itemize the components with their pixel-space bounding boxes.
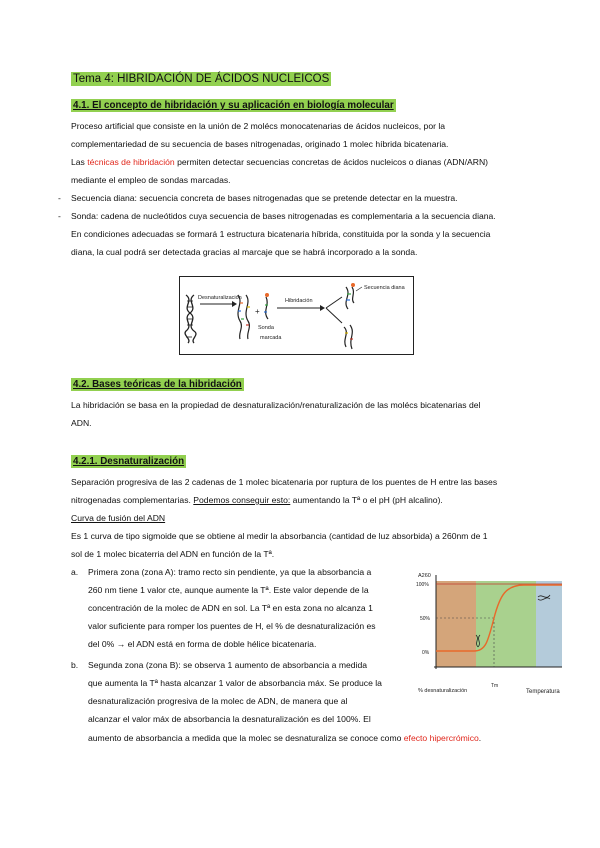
list-item-line: 260 nm tiene 1 valor cte, aunque aumente la Tª. Este valor depende de la	[88, 585, 369, 595]
arrow-icon	[326, 308, 342, 323]
heading-number: 4.2.1.	[73, 456, 101, 467]
double-helix-icon	[185, 295, 196, 343]
x-axis-label-temperature: Temperatura	[526, 689, 560, 695]
tick-label-0: 0%	[422, 650, 430, 656]
single-strand-icon	[350, 325, 352, 349]
page-title: Tema 4: HIBRIDACIÓN DE ÁCIDOS NUCLEICOS	[73, 73, 330, 85]
paragraph-line: Separación progresiva de las 2 cadenas de 1 molec bicatenaria por ruptura de los puentes de H entre las bases	[71, 477, 498, 487]
subheading-curva-fusion: Curva de fusión del ADN	[71, 513, 166, 523]
label-desnaturalizacion: Desnaturalización	[198, 295, 242, 301]
text-run: Las	[71, 157, 88, 167]
text-run: permiten detectar secuencias concretas de ácidos nucleicos o dianas (ADN/ARN)	[174, 157, 489, 167]
arrow-icon	[326, 297, 342, 308]
list-item-line: del 0% → el ADN está en forma de doble hélice bicatenaria.	[88, 639, 317, 649]
paragraph-line: Proceso artificial que consiste en la unión de 2 molécs monocatenarias de ácidos nucleicos, por la	[71, 121, 446, 131]
hybrid-strand-icon	[352, 287, 354, 303]
y-axis-label: A260	[418, 573, 431, 579]
paragraph-line: complementariedad de su secuencia de bases nitrogenadas, originado 1 molec híbrida bicatenaria.	[71, 139, 449, 149]
text-run: aumento de absorbancia a medida que la molec se desnaturaliza se conoce como	[88, 733, 404, 743]
bullet-marker: -	[58, 193, 61, 203]
list-item-line: Segunda zona (zona B): se observa 1 aumento de absorbancia a medida	[88, 660, 368, 670]
paragraph-line: sol de 1 molec bicaterria del ADN en función de la Tª.	[71, 549, 275, 559]
text-run: nitrogenadas complementarias.	[71, 495, 194, 505]
zone-b-band	[476, 581, 536, 667]
label-secuencia-diana: Secuencia diana	[364, 285, 405, 291]
list-marker: a.	[71, 567, 79, 577]
probe-label-icon	[351, 283, 355, 287]
underlined-text: Podemos conseguir esto:	[193, 495, 291, 505]
heading-text: Desnaturalización	[100, 456, 185, 467]
single-strand-icon	[344, 327, 346, 347]
highlighted-term: técnicas de hibridación	[87, 157, 175, 167]
paragraph-line: mediante el empleo de sondas marcadas.	[71, 175, 231, 185]
list-item-line: Primera zona (zona A): tramo recto sin pendiente, ya que la absorbancia a	[88, 567, 372, 577]
paragraph-line: La hibridación se basa en la propiedad de desnaturalización/renaturalización de las molécs bicatenarias del	[71, 400, 481, 410]
label-marcada: marcada	[260, 335, 282, 341]
label-sonda: Sonda	[258, 325, 274, 331]
arrow-head-icon	[232, 301, 237, 307]
section-heading-4-2-1	[71, 455, 186, 468]
paragraph-line: En condiciones adecuadas se formará 1 estructura bicatenaria híbrida, constituida por la sonda y la secuencia	[71, 229, 491, 239]
paragraph-line: Es 1 curva de tipo sigmoide que se obtiene al medir la absorbancia (cantidad de luz absorbida) a 260nm de 1	[71, 531, 488, 541]
section-heading-4-2: 4.2. Bases teóricas de la hibridación	[73, 379, 242, 390]
probe-label-icon	[265, 293, 269, 297]
label-hibridacion: Hibridación	[285, 298, 313, 304]
text-run: aumentando la Tª o el pH (pH alcalino).	[290, 495, 443, 505]
list-item-line: desnaturalización progresiva de la molec de ADN, de manera que al	[88, 696, 348, 706]
melting-curve-art	[414, 569, 564, 697]
melting-curve-figure	[414, 569, 564, 697]
highlighted-term: efecto hipercrómico	[403, 733, 479, 743]
list-item-line: alcanzar el valor máx de absorbancia la desnaturalización es del 100%. El	[88, 714, 371, 724]
x-axis-label-tm: Tm	[491, 683, 499, 689]
hybridization-diagram-art	[180, 277, 415, 356]
text-run: .	[478, 733, 482, 743]
list-item-line	[88, 733, 481, 744]
probe-icon	[266, 297, 268, 319]
hybridization-diagram	[179, 276, 414, 355]
paragraph-line	[71, 157, 488, 168]
x-axis-label-pct: % desnaturalización	[418, 688, 468, 694]
bullet-item: Sonda: cadena de nucleótidos cuya secuencia de bases nitrogenadas es complementaria a la secuencia diana.	[71, 211, 496, 221]
list-marker: b.	[71, 660, 79, 670]
paragraph-line: diana, la cual podrá ser detectada gracias al marcaje que se habrá incorporado a la sonda.	[71, 247, 418, 257]
zone-a-band	[436, 581, 476, 667]
paragraph-line: ADN.	[71, 418, 92, 428]
list-item-line: valor suficiente para romper los puentes de H, el % de desnaturalización es	[88, 621, 376, 631]
zone-c-band	[536, 581, 562, 667]
list-item-line: que aumenta la Tª hasta alcanzar 1 valor de absorbancia máx. Se produce la	[88, 678, 382, 688]
single-strand-icon	[238, 295, 241, 339]
list-item-line: concentración de la molec de ADN en sol. La Tª en esta zona no alcanza 1	[88, 603, 373, 613]
section-heading-4-1: 4.1. El concepto de hibridación y su aplicación en biología molecular	[73, 100, 394, 111]
arrow-head-icon	[320, 305, 325, 311]
bullet-marker: -	[58, 211, 61, 221]
hybrid-strand-icon	[346, 287, 348, 309]
bullet-item: Secuencia diana: secuencia concreta de bases nitrogenadas que se pretende detectar en la muestra.	[71, 193, 458, 203]
paragraph-line	[71, 495, 443, 506]
single-strand-icon	[246, 295, 249, 339]
plus-sign: +	[255, 307, 260, 316]
tick-label-50: 50%	[420, 616, 431, 622]
tick-label-100: 100%	[416, 582, 429, 588]
